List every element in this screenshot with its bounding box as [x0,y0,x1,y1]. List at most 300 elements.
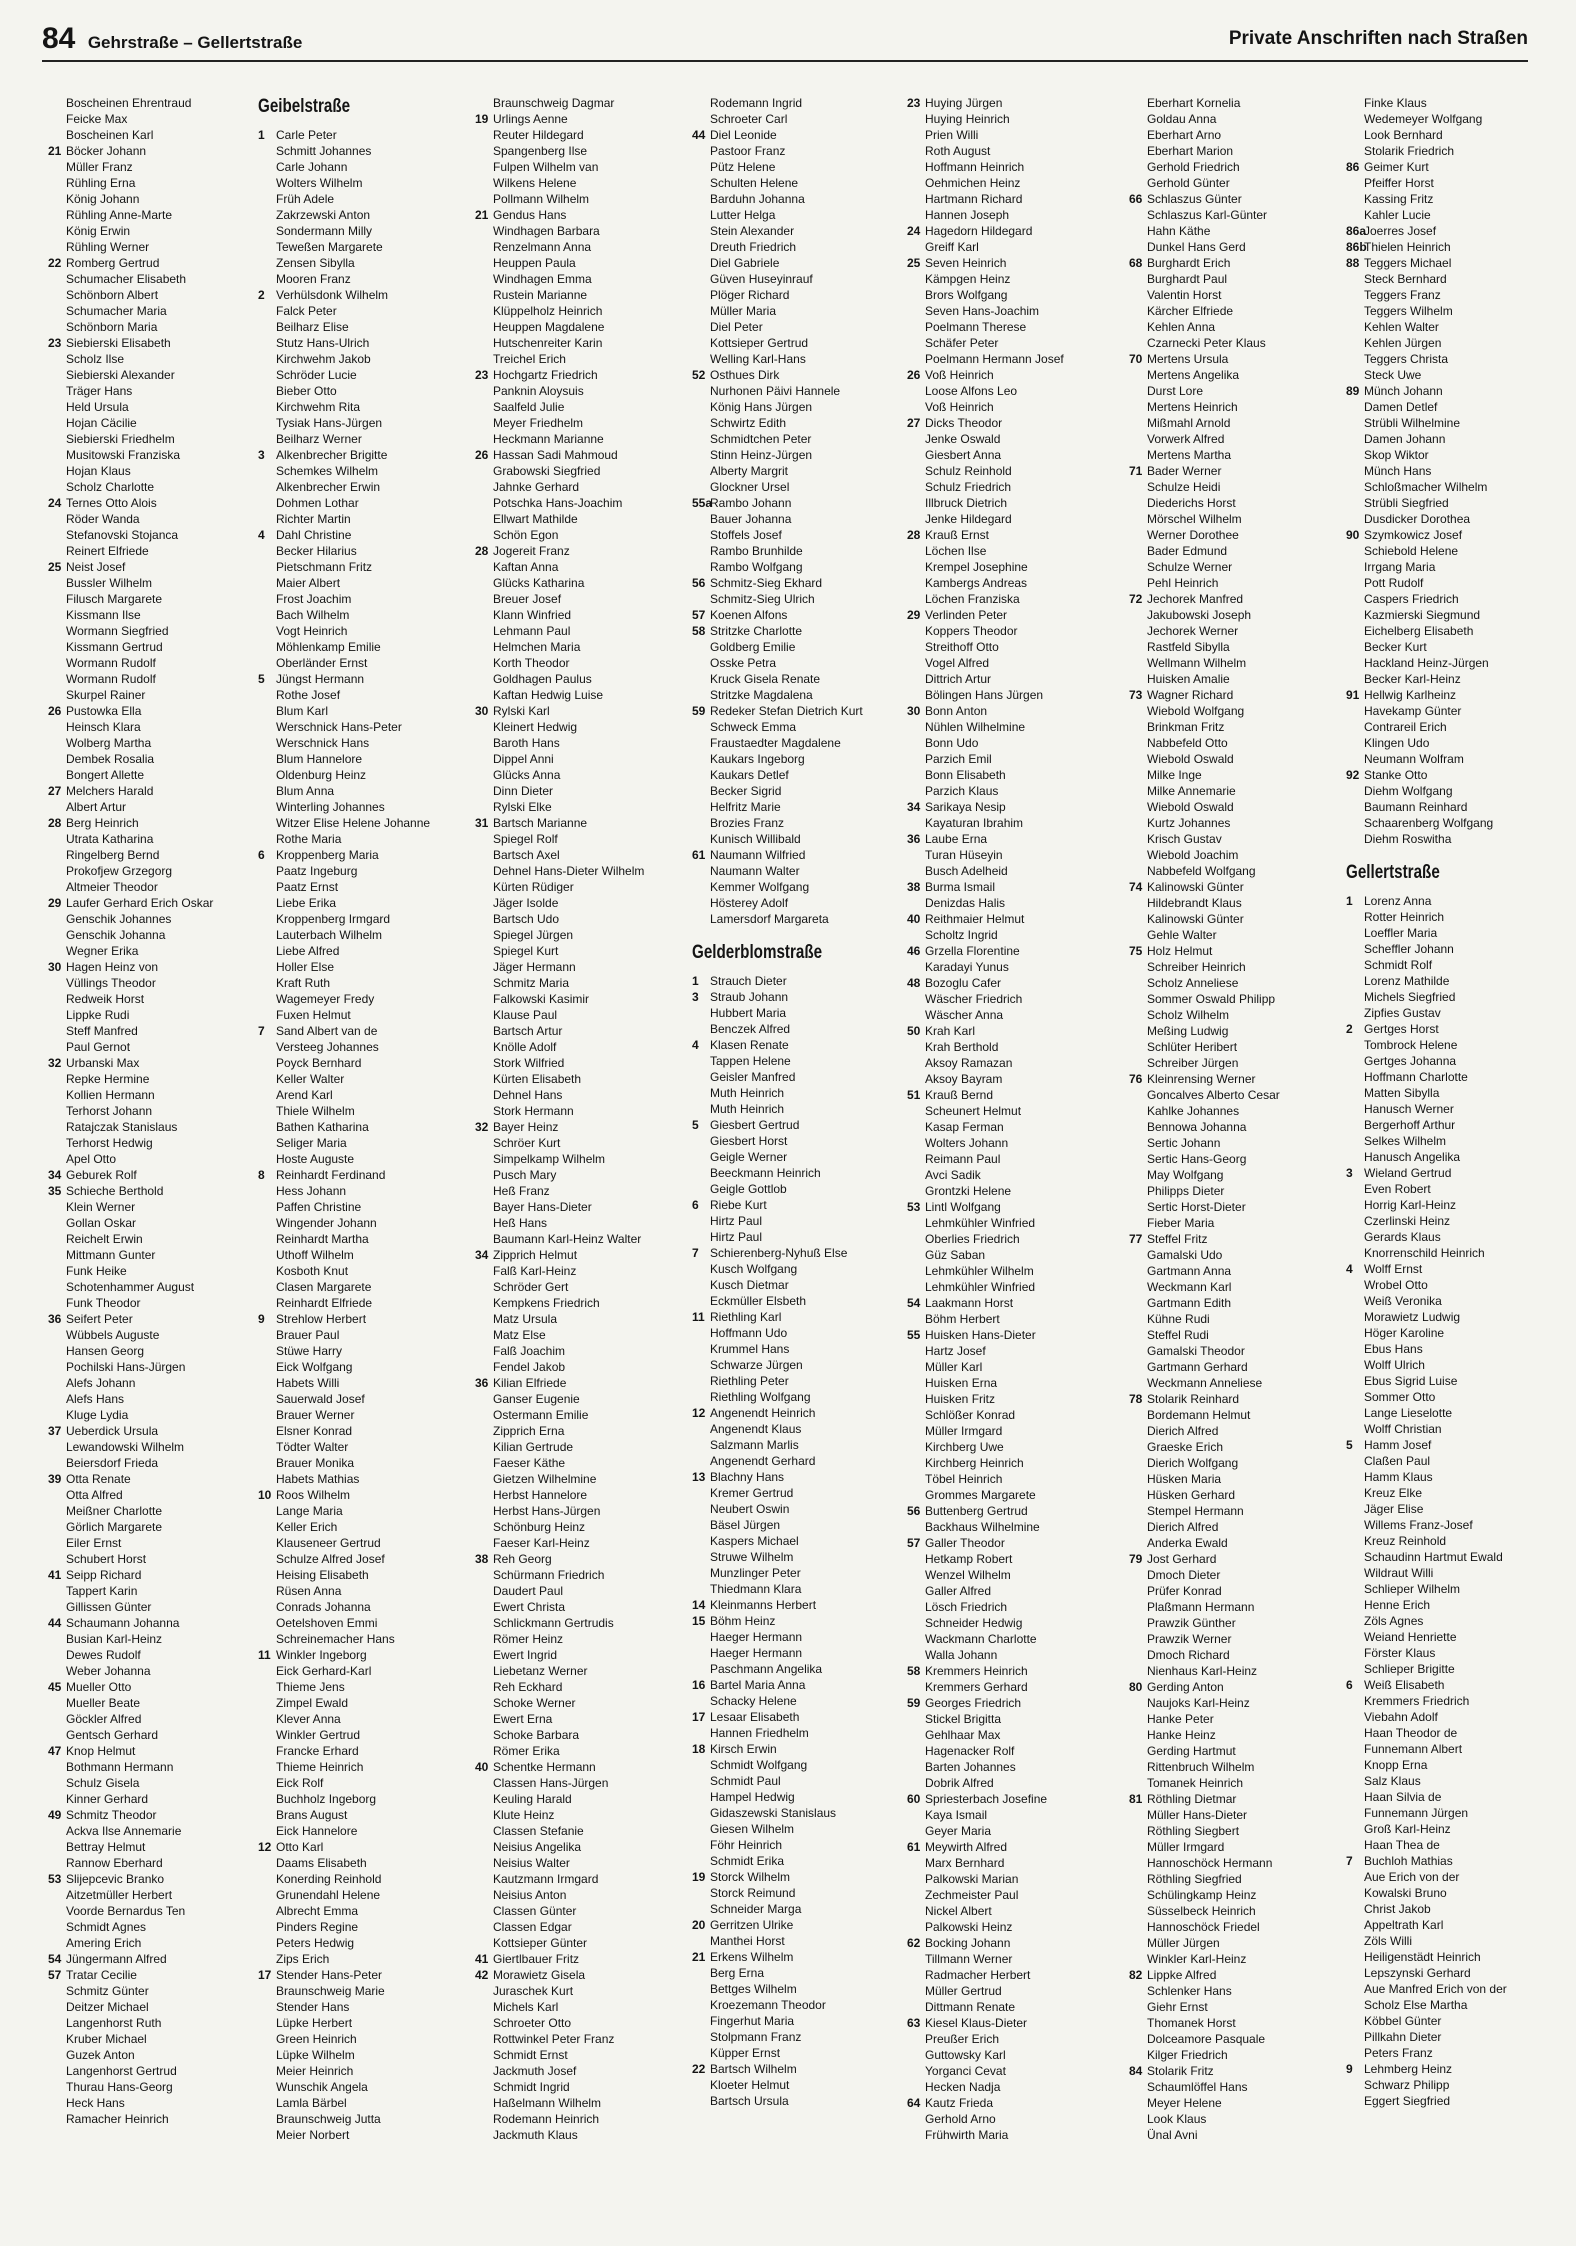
resident-name: Schwarz Philipp [1364,2078,1450,2092]
resident-entry [692,511,902,527]
house-number: 91 [1346,688,1360,702]
resident-name: Tratar Cecilie [66,1968,137,1982]
resident-entry [907,863,1124,879]
resident-name: Weiß Veronika [1364,1294,1442,1308]
resident-entry [48,1791,253,1807]
resident-name: Hutschenreiter Karin [493,336,603,350]
resident-name: Poelmann Therese [925,320,1027,334]
resident-entry [475,1295,687,1311]
resident-name: Hanusch Angelika [1364,1150,1461,1164]
resident-entry [475,463,687,479]
house-number: 19 [692,1870,706,1884]
resident-entry [48,2079,253,2095]
resident-entry [48,1503,253,1519]
resident-name: Lehmann Paul [493,624,571,638]
resident-entry [258,1567,470,1583]
resident-entry [48,751,253,767]
resident-name: Thieme Jens [276,1680,345,1694]
resident-name: Giesbert Horst [710,1134,788,1148]
resident-name: Bathen Katharina [276,1120,369,1134]
resident-name: Schulz Friedrich [925,480,1012,494]
resident-name: Hochgartz Friedrich [493,368,598,382]
resident-entry [907,1743,1124,1759]
resident-name: Kempkens Friedrich [493,1296,600,1310]
resident-name: Dinn Dieter [493,784,554,798]
resident-name: Guzek Anton [66,2048,135,2062]
resident-entry [1346,175,1546,191]
resident-name: Wellmann Wilhelm [1147,656,1247,670]
house-number: 78 [1129,1392,1143,1406]
resident-name: Fieber Maria [1147,1216,1215,1230]
resident-name: Wübbels Auguste [66,1328,160,1342]
resident-name: Braunschweig Dagmar [493,96,615,110]
resident-entry [1346,1789,1546,1805]
resident-entry [692,1709,902,1725]
resident-entry [1346,2013,1546,2029]
house-number: 76 [1129,1072,1143,1086]
resident-name: Konerding Reinhold [276,1872,382,1886]
resident-name: Mertens Martha [1147,448,1232,462]
resident-name: Verlinden Peter [925,608,1008,622]
resident-name: Galler Theodor [925,1536,1005,1550]
resident-name: Heinsch Klara [66,720,141,734]
resident-entry [48,559,253,575]
resident-entry [907,687,1124,703]
resident-entry [692,607,902,623]
resident-entry [48,1903,253,1919]
resident-entry [258,1119,470,1135]
resident-name: Jäger Isolde [493,896,559,910]
resident-entry [258,1711,470,1727]
resident-name: Hanke Peter [1147,1712,1214,1726]
resident-name: Rastfeld Sibylla [1147,640,1230,654]
resident-entry [1129,1951,1343,1967]
resident-entry [692,2077,902,2093]
resident-entry [1346,1341,1546,1357]
resident-name: Wäscher Anna [925,1008,1004,1022]
resident-entry [258,1423,470,1439]
resident-entry [907,1439,1124,1455]
resident-name: Eberhart Arno [1147,128,1222,142]
resident-entry [907,367,1124,383]
resident-entry [907,1167,1124,1183]
resident-name: Parzich Klaus [925,784,999,798]
resident-name: Windhagen Barbara [493,224,600,238]
resident-entry [692,2013,902,2029]
resident-name: Aksoy Ramazan [925,1056,1013,1070]
resident-entry [907,543,1124,559]
resident-entry [907,1999,1124,2015]
resident-name: Kayaturan Ibrahim [925,816,1024,830]
resident-entry [1346,511,1546,527]
resident-name: Falck Peter [276,304,337,318]
resident-entry [907,127,1124,143]
house-number: 86 [1346,160,1360,174]
resident-entry [1129,687,1343,703]
resident-entry [48,1935,253,1951]
house-number: 56 [692,576,706,590]
resident-name: Spiegel Jürgen [493,928,574,942]
resident-name: Siebierski Alexander [66,368,175,382]
resident-entry [1129,127,1343,143]
resident-name: Steffel Fritz [1147,1232,1208,1246]
resident-entry [48,1023,253,1039]
resident-name: Verhülsdonk Wilhelm [276,288,389,302]
resident-name: Lorenz Mathilde [1364,974,1450,988]
resident-name: Schwirtz Edith [710,416,787,430]
resident-entry [475,447,687,463]
resident-entry [475,1535,687,1551]
resident-entry [48,511,253,527]
resident-name: Ellwart Mathilde [493,512,578,526]
resident-entry [907,1071,1124,1087]
resident-name: Morawietz Gisela [493,1968,586,1982]
resident-entry [48,1279,253,1295]
resident-name: Liebe Erika [276,896,337,910]
resident-name: Schroeter Carl [710,112,788,126]
resident-name: Liebetanz Werner [493,1664,588,1678]
resident-name: Schiebold Helene [1364,544,1459,558]
resident-entry [258,975,470,991]
resident-entry [258,2127,470,2143]
house-number: 22 [48,256,62,270]
resident-name: Conrads Johanna [276,1600,371,1614]
resident-entry [475,1455,687,1471]
resident-entry [475,1279,687,1295]
resident-entry [475,1407,687,1423]
resident-entry [258,607,470,623]
resident-entry [692,989,902,1005]
resident-entry [907,1471,1124,1487]
resident-entry [1129,1071,1343,1087]
resident-entry [258,559,470,575]
resident-name: Gertges Horst [1364,1022,1439,1036]
resident-name: Damen Johann [1364,432,1446,446]
house-number: 14 [692,1598,706,1612]
resident-entry [475,1423,687,1439]
resident-name: Munzlinger Peter [710,1566,801,1580]
resident-entry [692,239,902,255]
resident-name: Ostermann Emilie [493,1408,589,1422]
resident-entry [48,1439,253,1455]
resident-name: Nienhaus Karl-Heinz [1147,1664,1258,1678]
resident-entry [1129,815,1343,831]
resident-name: Dicks Theodor [925,416,1003,430]
resident-name: Baumann Reinhard [1364,800,1468,814]
resident-name: Gentsch Gerhard [66,1728,159,1742]
resident-name: Angenendt Gerhard [710,1454,816,1468]
resident-name: Rottwinkel Peter Franz [493,2032,615,2046]
resident-entry [1129,1407,1343,1423]
resident-name: Schmidt Ernst [493,2048,568,2062]
resident-entry [1346,1389,1546,1405]
resident-entry [258,303,470,319]
resident-name: Meyer Helene [1147,2096,1222,2110]
resident-entry [1346,973,1546,989]
resident-entry [48,2063,253,2079]
resident-name: Roos Wilhelm [276,1488,351,1502]
resident-name: Hirtz Paul [710,1214,763,1228]
resident-name: Schäfer Peter [925,336,999,350]
resident-name: Rittenbruch Wilhelm [1147,1760,1255,1774]
resident-entry [1346,1805,1546,1821]
resident-name: Diel Leonide [710,128,777,142]
resident-name: Versteeg Johannes [276,1040,379,1054]
resident-name: Rüsen Anna [276,1584,342,1598]
house-number: 6 [258,848,265,862]
resident-entry [48,191,253,207]
resident-name: Kruber Michael [66,2032,147,2046]
resident-entry [907,207,1124,223]
resident-entry [1129,879,1343,895]
resident-name: Schmidtchen Peter [710,432,812,446]
resident-entry [692,335,902,351]
house-number: 24 [48,496,62,510]
resident-name: Heckmann Marianne [493,432,604,446]
resident-name: Poyck Bernhard [276,1056,362,1070]
resident-name: Faeser Käthe [493,1456,566,1470]
resident-entry [692,1773,902,1789]
resident-name: Strehlow Herbert [276,1312,367,1326]
resident-entry [1129,543,1343,559]
resident-name: Diel Peter [710,320,763,334]
resident-entry [48,1807,253,1823]
house-number: 68 [1129,256,1143,270]
resident-entry [258,1631,470,1647]
house-number: 58 [692,624,706,638]
resident-entry [907,511,1124,527]
resident-entry [907,767,1124,783]
resident-name: Selkes Wilhelm [1364,1134,1447,1148]
resident-entry [48,783,253,799]
resident-entry [907,1967,1124,1983]
resident-entry [258,2095,470,2111]
resident-entry [48,703,253,719]
resident-name: Werschnick Hans-Peter [276,720,402,734]
resident-name: Laakmann Horst [925,1296,1014,1310]
house-number: 4 [1346,1262,1353,1276]
resident-entry [1129,1775,1343,1791]
house-number: 7 [692,1246,699,1260]
resident-entry [475,1551,687,1567]
resident-entry [907,351,1124,367]
resident-entry [692,1069,902,1085]
resident-name: Braunschweig Marie [276,1984,385,1998]
resident-entry [48,1199,253,1215]
resident-name: Haan Thea de [1364,1838,1440,1852]
resident-entry [258,751,470,767]
resident-name: Ramacher Heinrich [66,2112,169,2126]
resident-name: Lorenz Anna [1364,894,1432,908]
resident-name: Dahl Christine [276,528,352,542]
resident-name: Möhlenkamp Emilie [276,640,381,654]
resident-entry [907,1503,1124,1519]
resident-entry [48,543,253,559]
resident-entry [48,1039,253,1055]
resident-name: Glücks Katharina [493,576,585,590]
resident-entry [907,1263,1124,1279]
resident-entry [475,735,687,751]
resident-name: Helfritz Marie [710,800,781,814]
resident-entry [1346,1117,1546,1133]
resident-name: Diehm Wolfgang [1364,784,1453,798]
resident-name: Kirchberg Heinrich [925,1456,1024,1470]
resident-entry [907,1807,1124,1823]
resident-entry [692,479,902,495]
resident-name: Rambo Brunhilde [710,544,803,558]
house-number: 3 [1346,1166,1353,1180]
resident-entry [1129,1231,1343,1247]
house-number: 55a [692,496,713,510]
resident-name: Römer Erika [493,1744,560,1758]
house-number: 71 [1129,464,1143,478]
resident-entry [48,303,253,319]
resident-entry [258,367,470,383]
resident-entry [1129,351,1343,367]
resident-entry [1129,111,1343,127]
house-number: 36 [475,1376,489,1390]
resident-entry [907,1359,1124,1375]
resident-name: Gamalski Theodor [1147,1344,1245,1358]
resident-entry [907,319,1124,335]
resident-entry [475,2127,687,2143]
resident-name: Panknin Aloysuis [493,384,584,398]
resident-entry [692,1533,902,1549]
resident-name: Dmoch Richard [1147,1648,1230,1662]
resident-entry [1346,623,1546,639]
resident-entry [1129,1695,1343,1711]
resident-entry [1129,1519,1343,1535]
resident-entry [1346,1981,1546,1997]
resident-entry [1129,2047,1343,2063]
resident-entry [907,2015,1124,2031]
house-number: 46 [907,944,921,958]
resident-name: Buttenberg Gertrud [925,1504,1028,1518]
resident-entry [48,1471,253,1487]
resident-entry [1129,1359,1343,1375]
resident-entry [1346,1021,1546,1037]
resident-name: Held Ursula [66,400,129,414]
resident-name: Eckmüller Elsbeth [710,1294,807,1308]
resident-entry [1129,671,1343,687]
resident-entry [907,303,1124,319]
resident-name: Terhorst Johann [66,1104,153,1118]
resident-entry [258,1151,470,1167]
resident-entry [692,2045,902,2061]
resident-entry [475,767,687,783]
resident-entry [1129,1871,1343,1887]
resident-entry [1346,1405,1546,1421]
resident-entry [692,447,902,463]
resident-entry [1129,1391,1343,1407]
resident-entry [907,1215,1124,1231]
resident-entry [258,1551,470,1567]
resident-entry [1346,1581,1546,1597]
resident-entry [258,207,470,223]
resident-entry [475,1023,687,1039]
resident-name: Bocking Johann [925,1936,1011,1950]
resident-name: Strübli Siegfried [1364,496,1449,510]
resident-name: Bach Wilhelm [276,608,350,622]
resident-entry [1346,1709,1546,1725]
resident-entry [692,1581,902,1597]
resident-name: Becker Hilarius [276,544,357,558]
resident-entry [258,239,470,255]
resident-entry [1346,1069,1546,1085]
resident-name: Rothe Maria [276,832,342,846]
resident-name: Geburek Rolf [66,1168,137,1182]
house-number: 23 [48,336,62,350]
resident-name: Schröder Lucie [276,368,357,382]
resident-name: Früh Adele [276,192,335,206]
house-number: 54 [48,1952,62,1966]
resident-entry [907,1567,1124,1583]
house-number: 17 [258,1968,272,1982]
resident-name: Meßing Ludwig [1147,1024,1229,1038]
resident-name: Frühwirth Maria [925,2128,1009,2142]
house-number: 21 [692,1950,706,1964]
resident-name: Kaftan Hedwig Luise [493,688,604,702]
resident-name: Glücks Anna [493,768,561,782]
resident-name: Steck Uwe [1364,368,1422,382]
resident-entry [1129,1887,1343,1903]
resident-name: Fuxen Helmut [276,1008,351,1022]
resident-name: Wiebold Oswald [1147,800,1234,814]
resident-name: Thurau Hans-Georg [66,2080,173,2094]
resident-entry [692,1277,902,1293]
resident-name: Buchloh Mathias [1364,1854,1453,1868]
resident-entry [1129,1343,1343,1359]
resident-entry [48,1855,253,1871]
resident-entry [1346,559,1546,575]
resident-entry [48,399,253,415]
resident-name: Röthling Siegfried [1147,1872,1242,1886]
resident-name: Schulten Helene [710,176,799,190]
resident-name: Vorwerk Alfred [1147,432,1225,446]
resident-entry [1346,479,1546,495]
house-number: 36 [907,832,921,846]
resident-entry [1346,687,1546,703]
resident-name: Eick Hannelore [276,1824,358,1838]
resident-entry [692,1981,902,1997]
resident-name: Lippke Alfred [1147,1968,1217,1982]
resident-name: Schmitz-Sieg Ekhard [710,576,823,590]
resident-entry [258,927,470,943]
resident-name: Tysiak Hans-Jürgen [276,416,383,430]
resident-entry [48,1359,253,1375]
resident-name: Daudert Paul [493,1584,564,1598]
resident-entry [475,1007,687,1023]
resident-entry [1129,367,1343,383]
resident-entry [692,191,902,207]
resident-entry [48,1375,253,1391]
resident-name: Kemmer Wolfgang [710,880,810,894]
resident-entry [48,95,253,111]
resident-name: Stender Hans [276,2000,350,2014]
resident-name: Teggers Christa [1364,352,1449,366]
resident-entry [692,1677,902,1693]
resident-entry [258,1935,470,1951]
resident-entry [48,447,253,463]
resident-entry [1129,1087,1343,1103]
resident-name: Schmidt Agnes [66,1920,147,1934]
resident-name: Kahler Lucie [1364,208,1431,222]
resident-name: Becker Sigrid [710,784,782,798]
resident-name: Kurtz Johannes [1147,816,1231,830]
resident-entry [258,1647,470,1663]
resident-entry [1129,1487,1343,1503]
resident-name: Bader Werner [1147,464,1222,478]
